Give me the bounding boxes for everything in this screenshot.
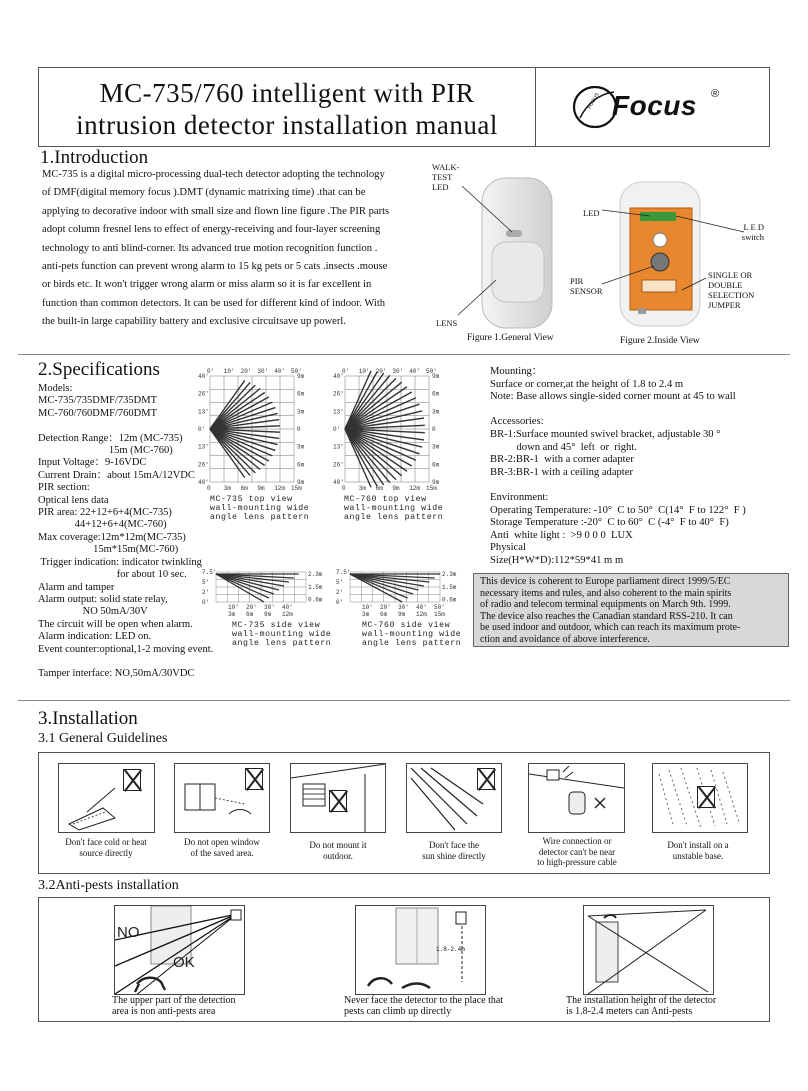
side-view-caption-line: angle lens pattern bbox=[232, 639, 332, 648]
tick-label: 9m bbox=[432, 479, 440, 486]
walk-test-led-label bbox=[432, 162, 459, 192]
prohibited-sign-icon bbox=[697, 786, 715, 808]
mc-735-top-view-caption bbox=[210, 495, 309, 522]
tick-label: 0.6m bbox=[442, 596, 457, 604]
tick-label: 0' bbox=[198, 426, 206, 433]
mounting-line: BR-3:BR-1 with a ceiling adapter bbox=[490, 466, 633, 478]
tick-label: 10' bbox=[358, 368, 370, 375]
tick-label: 50' bbox=[426, 368, 437, 375]
mounting-line: down and 45° left or right. bbox=[490, 441, 637, 453]
tick-label: 13' bbox=[333, 408, 344, 416]
mc-735-top-view-pattern bbox=[198, 366, 324, 492]
title-divider bbox=[535, 67, 536, 147]
tick-label: 0.6m bbox=[308, 596, 323, 604]
guideline-caption-line: Do not open window bbox=[184, 837, 260, 847]
tick-label: 26' bbox=[198, 390, 209, 398]
spec-line: Max coverage:12m*12m(MC-735) bbox=[38, 531, 186, 543]
mounting-line: BR-2:BR-1 with a corner adapter bbox=[490, 454, 634, 466]
intro-line: of DMF(digital memory focus ).DMT (dynamic matrixing time) .that can be bbox=[42, 187, 366, 199]
mounting-line: Physical bbox=[490, 542, 526, 554]
tick-label: 9m bbox=[297, 373, 305, 380]
guideline-caption bbox=[642, 840, 754, 861]
jumper-label-line: SELECTION bbox=[708, 290, 755, 300]
tick-label: 9m bbox=[257, 485, 265, 492]
tick-label: 40' bbox=[409, 368, 421, 375]
spec-line bbox=[38, 420, 218, 432]
guideline-caption bbox=[282, 840, 394, 861]
tick-label: 6m bbox=[380, 611, 388, 618]
compliance-line: This device is coherent to Europe parliament direct 1999/5/EC bbox=[480, 576, 731, 587]
spec-line: 44+12+6+4(MC-760) bbox=[38, 519, 167, 531]
tick-label: 2.3m bbox=[442, 571, 457, 578]
spec-line: Optical lens data bbox=[38, 494, 109, 506]
intro-text bbox=[42, 166, 422, 332]
spec-line: NO 50mA/30V bbox=[38, 606, 148, 618]
walk-test-led-label-line: LED bbox=[432, 182, 449, 192]
pests-scene-upper-area bbox=[114, 905, 245, 995]
top-view-caption-line: wall-mounting wide bbox=[344, 504, 444, 513]
tick-label: 10' bbox=[223, 368, 235, 375]
mounting-line: Size(H*W*D):112*59*41 m m bbox=[490, 554, 624, 566]
guideline-caption-line: to high-pressure cable bbox=[537, 857, 617, 867]
spec-line: Current Drain：about 15mA/12VDC bbox=[38, 469, 195, 481]
top-view-caption-line: angle lens pattern bbox=[210, 513, 310, 522]
led-switch-label-line: L E D bbox=[743, 222, 764, 232]
tick-label: 3m bbox=[432, 443, 440, 451]
spec-line: Models: bbox=[38, 383, 73, 394]
tick-label: 9m bbox=[297, 479, 305, 486]
tick-label: 7.5' bbox=[202, 569, 217, 576]
mounting-line: BR-1:Surface mounted swivel bracket, adjustable 30 ° bbox=[490, 428, 721, 440]
mc-760-top-view-pattern bbox=[333, 366, 459, 492]
tick-label: 30' bbox=[398, 604, 409, 611]
intro-line: or birds etc. It won't trigger wrong alarm or miss alarm so it is far excellent in bbox=[42, 279, 372, 291]
jumper-label-line: DOUBLE bbox=[708, 280, 743, 290]
intro-line: the built-in large capability battery and exclusive circuitsave up powerl. bbox=[42, 316, 346, 328]
spec-line bbox=[38, 656, 218, 668]
guideline-caption-line: unstable base. bbox=[672, 850, 724, 861]
jumper-label bbox=[708, 270, 754, 310]
compliance-line: ction and avoidance of above interference. bbox=[480, 633, 650, 645]
top-view-caption-line: angle lens pattern bbox=[344, 513, 444, 522]
tick-label: 0 bbox=[207, 485, 211, 492]
guideline-caption-line: Don't face cold or heat bbox=[65, 837, 147, 847]
tick-label: 26' bbox=[333, 461, 344, 469]
figure-2-caption: Figure 2.Inside View bbox=[620, 336, 700, 346]
tick-label: 9m bbox=[398, 611, 406, 618]
tick-label: 10' bbox=[362, 604, 373, 611]
top-view-caption-line: MC-735 top view bbox=[210, 495, 293, 504]
spec-line: MC-760/760DMF/760DMT bbox=[38, 407, 158, 419]
tick-label: 13' bbox=[333, 443, 344, 451]
guideline-cold-heat-image bbox=[58, 763, 155, 833]
led-switch-label-line: switch bbox=[741, 232, 764, 242]
registered-mark: ® bbox=[711, 88, 720, 100]
tick-label: 40' bbox=[416, 604, 427, 611]
tick-label: 1.5m bbox=[308, 583, 323, 591]
spec-line: Alarm indication: LED on. bbox=[38, 631, 152, 643]
compliance-line: The device also reaches the Canadian standard RSS-210. It can bbox=[480, 610, 733, 622]
mounting-line: Note: Base allows single-sided corner mount at 45 to wall bbox=[490, 391, 736, 403]
tick-label: 30' bbox=[257, 368, 269, 375]
mc-760-top-view-caption bbox=[344, 495, 443, 522]
walk-test-led-label-line: WALK- bbox=[432, 162, 460, 172]
tick-label: 6m bbox=[297, 461, 305, 469]
tick-label: 15m bbox=[426, 485, 437, 492]
brand-ring-text: FOCUS bbox=[586, 91, 601, 111]
guideline-caption-line: source directly bbox=[79, 847, 133, 858]
spec-line: Event counter:optional,1-2 moving event. bbox=[38, 643, 214, 655]
side-view-caption-line: angle lens pattern bbox=[362, 639, 462, 648]
general-view-figure bbox=[430, 160, 590, 345]
tick-label: 20' bbox=[240, 368, 252, 375]
spec-line: 15m (MC-760) bbox=[38, 445, 173, 457]
pir-sensor-label bbox=[570, 276, 603, 296]
tick-label: 3m bbox=[228, 611, 236, 618]
tick-label: 3m bbox=[432, 408, 440, 416]
title-line-2: intrusion detector installation manual bbox=[76, 110, 498, 140]
tick-label: 0' bbox=[342, 368, 350, 375]
guideline-caption-line: sun shine directly bbox=[422, 850, 486, 861]
mounting-line: Operating Temperature: -10° C to 50° C(14° F to 122° F ) bbox=[490, 504, 746, 516]
tick-label: 13' bbox=[198, 408, 209, 416]
anti-pests-heading: 3.2Anti-pests installation bbox=[38, 878, 179, 893]
figure-1-caption: Figure 1.General View bbox=[467, 333, 554, 343]
guideline-caption-line: Don't face the bbox=[428, 840, 480, 850]
mounting-line: Mounting： bbox=[490, 366, 543, 377]
tick-label: 3m bbox=[358, 485, 367, 492]
specs-heading: 2.Specifications bbox=[38, 359, 160, 380]
mounting-text bbox=[490, 366, 790, 568]
top-view-caption-line: wall-mounting wide bbox=[210, 504, 310, 513]
prohibited-sign-icon bbox=[477, 768, 495, 790]
tick-label: 20' bbox=[246, 604, 257, 611]
prohibited-sign-icon bbox=[245, 768, 263, 790]
spec-line: Input Voltage：9-16VDC bbox=[38, 457, 147, 469]
side-view-caption-line: MC-735 side view bbox=[232, 621, 321, 630]
tick-label: 15m bbox=[291, 485, 302, 492]
guideline-caption bbox=[516, 836, 638, 868]
mounting-line bbox=[490, 479, 790, 492]
tick-label: 6m bbox=[297, 390, 305, 398]
title-line-1: MC-735/760 intelligent with PIR bbox=[99, 78, 475, 108]
spec-line: Alarm and tamper bbox=[38, 581, 115, 593]
tick-label: 20' bbox=[380, 604, 391, 611]
tick-label: 0' bbox=[333, 426, 341, 433]
tick-label: 50' bbox=[434, 604, 445, 611]
installation-heading: 3.Installation bbox=[38, 708, 138, 729]
tick-label: 6m bbox=[432, 390, 440, 398]
tick-label: 40' bbox=[198, 373, 209, 380]
intro-line: adopt column fresnel lens to effect of energy-receiving and four-layer screening bbox=[42, 224, 381, 236]
tick-label: 10' bbox=[228, 604, 239, 611]
side-view-caption-line: wall-mounting wide bbox=[362, 630, 462, 639]
mc-760-side-view-pattern bbox=[336, 566, 462, 618]
tick-label: 30' bbox=[264, 604, 275, 611]
tick-label: 6m bbox=[375, 485, 383, 492]
divider-installation bbox=[18, 700, 790, 701]
pir-sensor-label-line: PIR bbox=[570, 276, 584, 286]
tick-label: 2' bbox=[202, 589, 210, 596]
walk-test-led-label-line: TEST bbox=[432, 172, 453, 182]
pests-caption-line: is 1.8-2.4 meters can Anti-pests bbox=[566, 1006, 693, 1018]
lens-zone-beam bbox=[345, 429, 396, 480]
inside-view-figure bbox=[570, 180, 794, 330]
spec-line: Trigger indication: indicator twinkling bbox=[38, 556, 202, 568]
tick-label: 15m bbox=[434, 611, 445, 618]
compliance-line: of radio and telecom terminal equipments on March 9th. 1999. bbox=[480, 599, 731, 611]
prohibited-sign-icon bbox=[329, 790, 347, 812]
pests-caption-line: pests can climb up directly bbox=[344, 1006, 452, 1018]
pests-scene-climb bbox=[355, 905, 486, 995]
tick-label: 20' bbox=[375, 368, 387, 375]
tick-label: 5' bbox=[336, 579, 344, 586]
tick-label: 3m bbox=[362, 611, 370, 618]
tick-label: 30' bbox=[392, 368, 404, 375]
pests-caption-line: The installation height of the detector bbox=[566, 995, 717, 1006]
circuit-board-illustration bbox=[584, 180, 794, 330]
tick-label: 50' bbox=[291, 368, 302, 375]
spec-line: Detection Range：12m (MC-735) bbox=[38, 432, 183, 444]
pests-caption bbox=[112, 995, 312, 1017]
no-label: NO bbox=[117, 924, 140, 941]
spec-line: The circuit will be open when alarm. bbox=[38, 618, 193, 630]
tick-label: 12m bbox=[282, 611, 293, 618]
divider-specs bbox=[18, 354, 790, 355]
guideline-caption bbox=[398, 840, 510, 861]
intro-line: technology to anti blind-corner. Its advanced true motion recognition function . bbox=[42, 242, 378, 254]
pir-sensor-label-line: SENSOR bbox=[570, 286, 603, 296]
mounting-line: Storage Temperature :-20° C to 60° C (-4° F to 40° F) bbox=[490, 517, 729, 529]
jumper-label-line: JUMPER bbox=[708, 300, 741, 310]
mc-735-side-view-caption bbox=[232, 621, 331, 648]
tick-label: 5' bbox=[202, 579, 210, 586]
side-view-caption-line: wall-mounting wide bbox=[232, 630, 332, 639]
compliance-line: be used indoor and outdoor, which can reach its maximum prote- bbox=[480, 622, 741, 634]
tick-label: 12m bbox=[416, 611, 427, 618]
ok-label: OK bbox=[173, 954, 195, 971]
guideline-cable-image bbox=[528, 763, 625, 833]
led-switch-label bbox=[714, 222, 764, 242]
tick-label: 6m bbox=[240, 485, 248, 492]
mounting-line: Anti white light : >9 0 0 0 LUX bbox=[490, 529, 633, 541]
guideline-sunshine-image bbox=[406, 763, 502, 833]
spec-line: PIR area: 22+12+6+4(MC-735) bbox=[38, 507, 172, 519]
spec-line: Alarm output: solid state relay, bbox=[38, 593, 168, 605]
tick-label: 13' bbox=[198, 443, 209, 451]
guideline-caption-line: of the saved area. bbox=[190, 847, 254, 858]
spec-line: MC-735/735DMF/735DMT bbox=[38, 395, 158, 407]
tick-label: 12m bbox=[274, 485, 286, 492]
tick-label: 0' bbox=[207, 368, 215, 375]
lens-zone-beam bbox=[210, 429, 255, 473]
tick-label: 3m bbox=[297, 443, 305, 451]
tick-label: 7.5' bbox=[336, 569, 351, 576]
tick-label: 2.3m bbox=[308, 571, 323, 578]
side-view-caption-line: MC-760 side view bbox=[362, 621, 451, 630]
pests-caption bbox=[566, 995, 766, 1017]
height-label: 1.8-2.4m bbox=[436, 946, 465, 953]
tick-label: 40' bbox=[282, 604, 293, 611]
tick-label: 0 bbox=[297, 426, 301, 433]
mounting-line: Accessories: bbox=[490, 416, 544, 428]
tick-label: 0' bbox=[336, 599, 344, 606]
guideline-caption-line: Wire connection or bbox=[542, 836, 612, 846]
specs-text bbox=[38, 383, 218, 681]
tick-label: 12m bbox=[409, 485, 421, 492]
lens-zone-beam bbox=[345, 378, 396, 429]
guideline-unstable-base-image bbox=[652, 763, 748, 833]
guideline-caption-line: Do not mount it bbox=[309, 840, 367, 850]
intro-line: function than common detectors. It can be used for different kind of indoor. With bbox=[42, 297, 386, 309]
guideline-caption-line: Don't install on a bbox=[667, 840, 729, 850]
tick-label: 6m bbox=[432, 461, 440, 469]
led-label: LED bbox=[583, 208, 600, 218]
intro-line: applying to decorative indoor with small size and flown line figure .The PIR parts bbox=[42, 205, 390, 217]
spec-line: PIR section: bbox=[38, 482, 90, 494]
lens-label: LENS bbox=[436, 318, 458, 328]
mounting-line: Surface or corner,at the height of 1.8 to 2.4 m bbox=[490, 378, 684, 390]
compliance-line: necessary items and rules, and also coherent to the main spirits bbox=[480, 587, 732, 599]
mc-735-side-view-pattern bbox=[202, 566, 328, 618]
tick-label: 3m bbox=[223, 485, 232, 492]
pests-caption-line: Never face the detector to the place that bbox=[344, 995, 504, 1006]
compliance-text bbox=[480, 576, 788, 646]
guideline-outdoor-image bbox=[290, 763, 386, 833]
intro-line: MC-735 is a digital micro-processing dual-tech detector adopting the technology bbox=[42, 169, 385, 180]
tick-label: 26' bbox=[198, 461, 209, 469]
jumper-label-line: SINGLE OR bbox=[708, 270, 753, 280]
guideline-window-image bbox=[174, 763, 270, 833]
tick-label: 0 bbox=[342, 485, 346, 492]
guideline-caption-line: detector can't be near bbox=[538, 846, 616, 857]
spec-line: Tamper interface: NO,50mA/30VDC bbox=[38, 668, 195, 680]
tick-label: 6m bbox=[246, 611, 254, 618]
page-title bbox=[40, 77, 534, 141]
top-view-caption-line: MC-760 top view bbox=[344, 495, 427, 504]
mounting-line bbox=[490, 404, 790, 417]
general-guidelines-heading: 3.1 General Guidelines bbox=[38, 731, 168, 746]
pests-scene-height bbox=[583, 905, 714, 995]
tick-label: 9m bbox=[392, 485, 400, 492]
pests-caption-line: area is non anti-pests area bbox=[112, 1006, 216, 1018]
tick-label: 26' bbox=[333, 390, 344, 398]
prohibited-sign-icon bbox=[123, 769, 141, 791]
intro-heading: 1.Introduction bbox=[40, 147, 149, 168]
guideline-caption bbox=[166, 837, 278, 858]
tick-label: 40' bbox=[198, 479, 209, 486]
tick-label: 9m bbox=[432, 373, 440, 380]
pests-caption bbox=[344, 995, 544, 1017]
intro-line: anti-pets function can prevent wrong alarm to 15 kg pets or 5 cats .insects .mouse bbox=[42, 261, 388, 273]
focus-logo bbox=[570, 84, 730, 130]
tick-label: 0 bbox=[432, 426, 436, 433]
tick-label: 0' bbox=[202, 599, 210, 606]
tick-label: 40' bbox=[274, 368, 286, 375]
pests-caption-line: The upper part of the detection bbox=[112, 995, 236, 1006]
brand-name: Focus bbox=[612, 90, 697, 121]
tick-label: 40' bbox=[333, 373, 344, 380]
mounting-line: Environment: bbox=[490, 491, 549, 503]
guideline-caption-line: outdoor. bbox=[323, 850, 353, 861]
guideline-caption bbox=[50, 837, 162, 858]
tick-label: 1.5m bbox=[442, 583, 457, 591]
tick-label: 2' bbox=[336, 589, 344, 596]
mc-760-side-view-caption bbox=[362, 621, 461, 648]
lens-zone-beam bbox=[210, 385, 255, 429]
tick-label: 40' bbox=[333, 479, 344, 486]
spec-line: for about 10 sec. bbox=[38, 569, 187, 581]
spec-line: 15m*15m(MC-760) bbox=[38, 544, 179, 556]
tick-label: 9m bbox=[264, 611, 272, 618]
tick-label: 3m bbox=[297, 408, 305, 416]
